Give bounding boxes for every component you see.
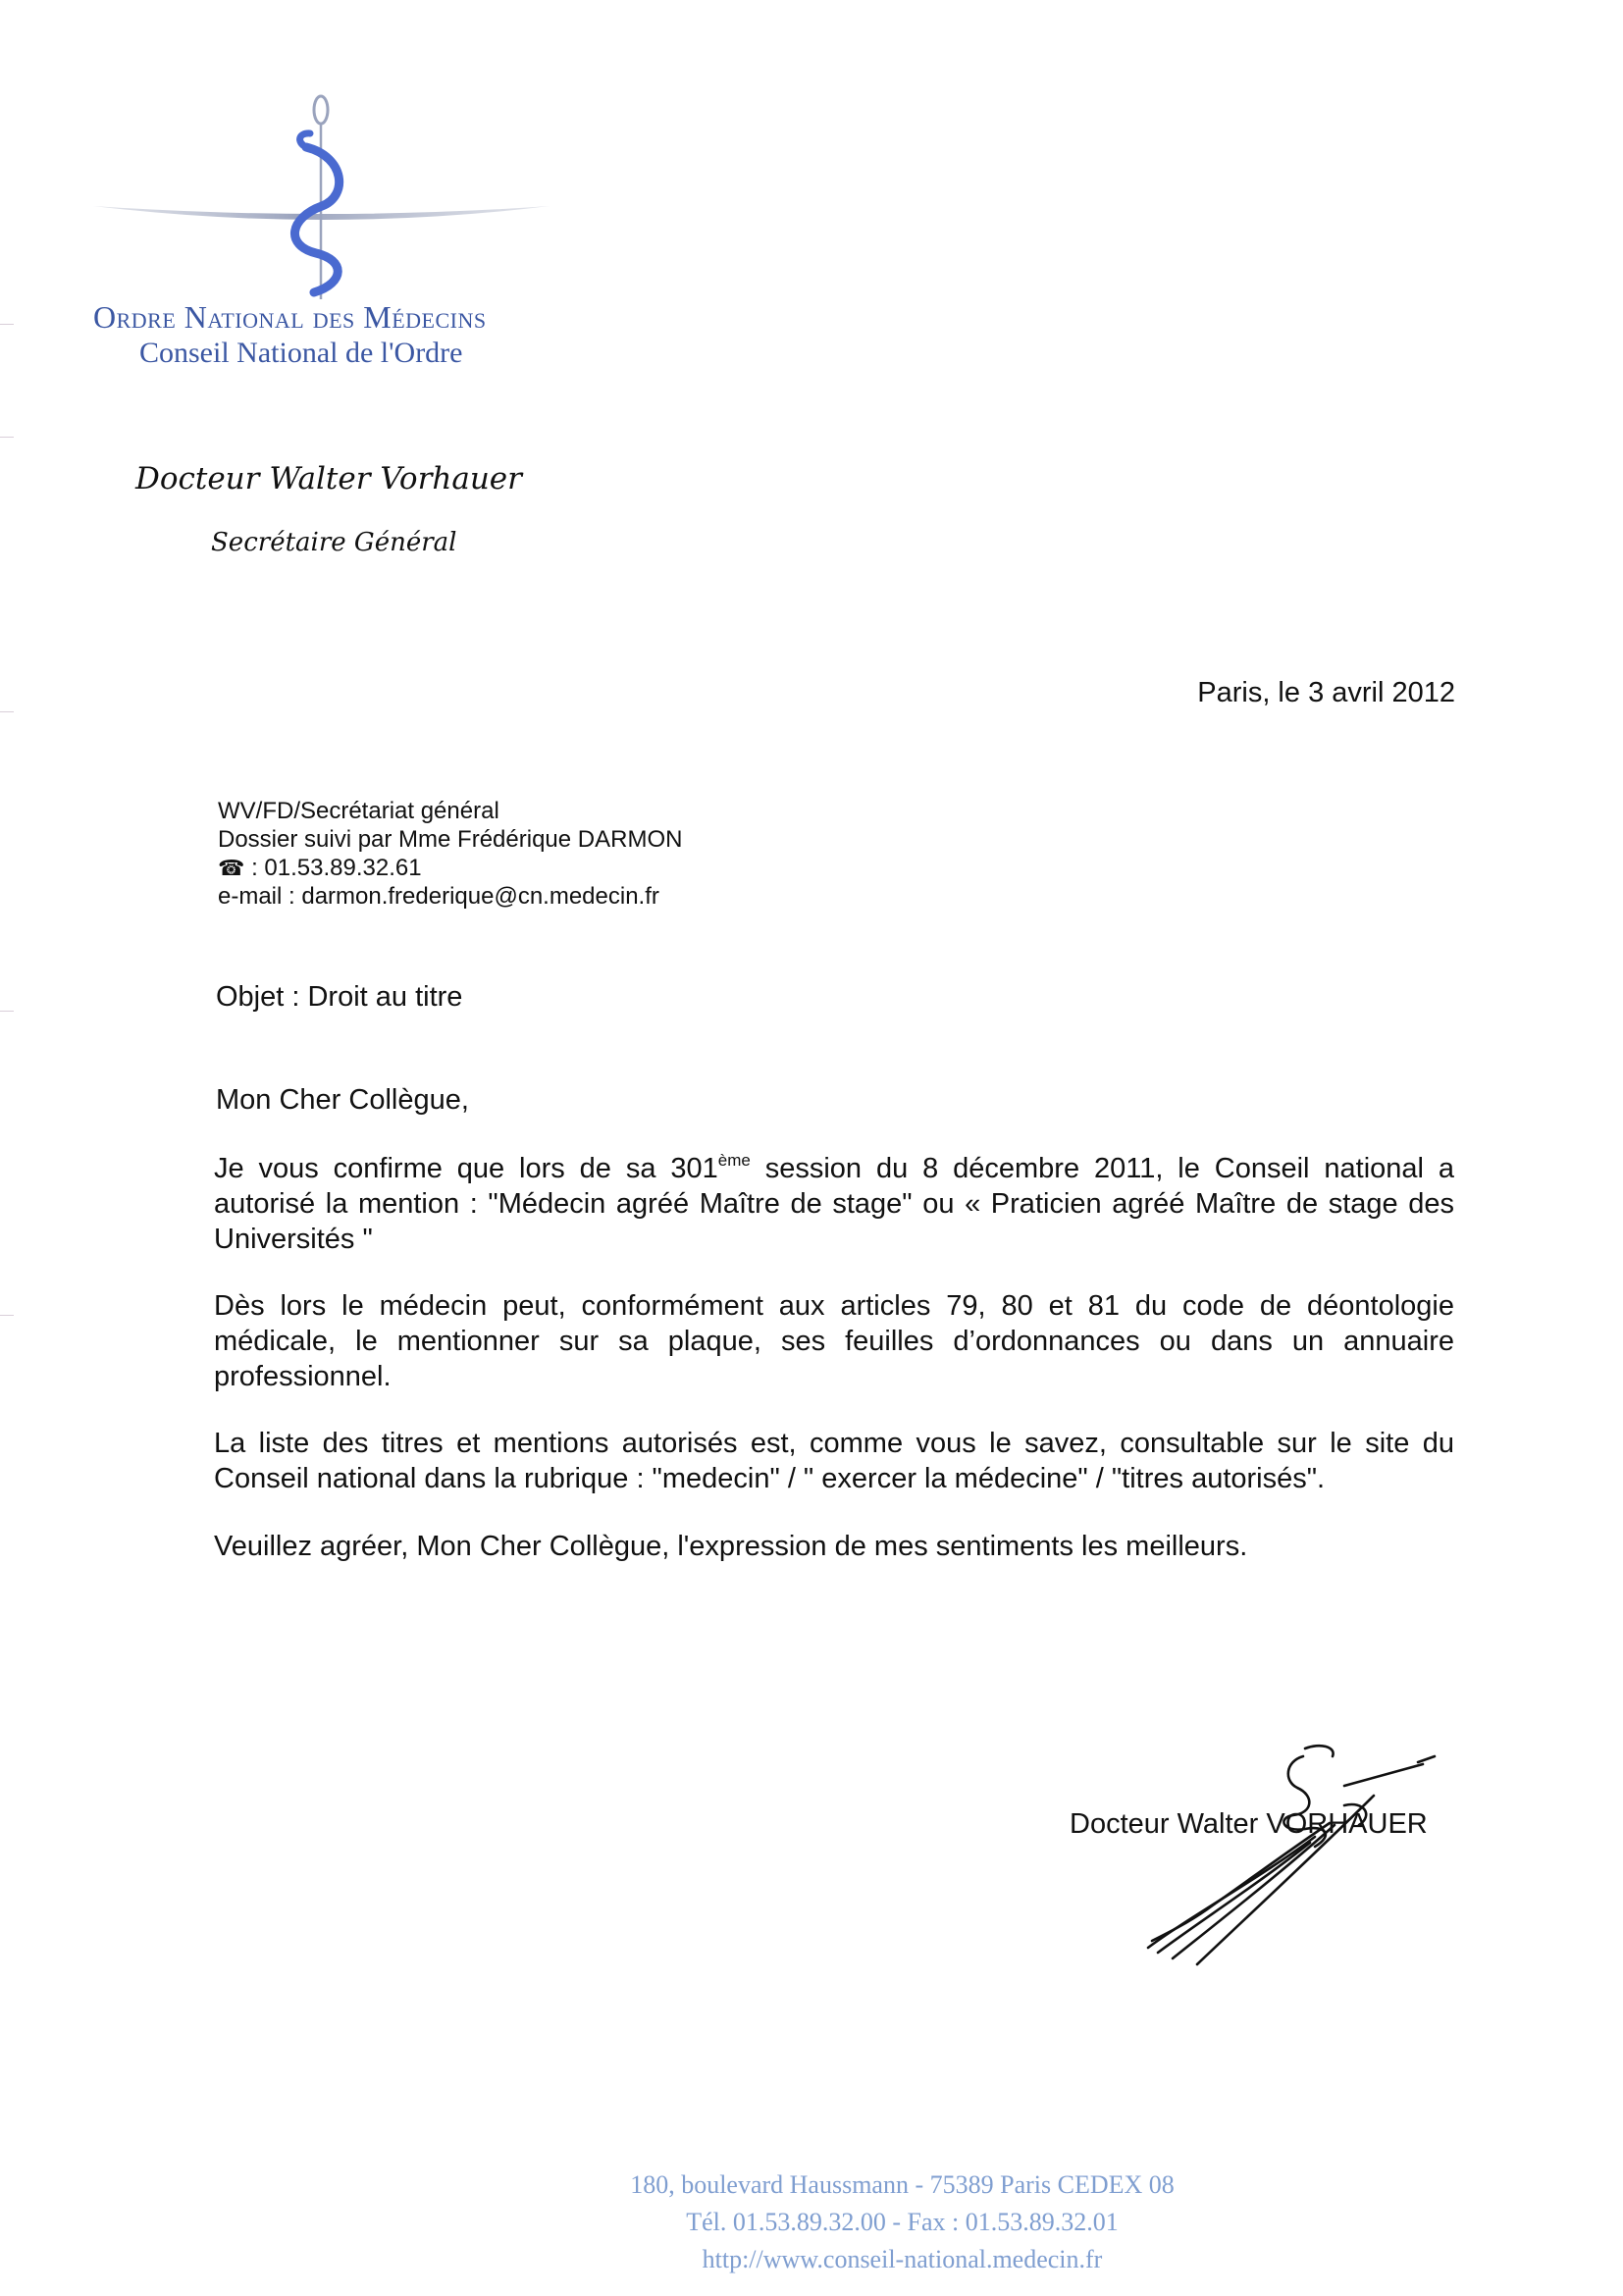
salutation: Mon Cher Collègue,: [216, 1084, 469, 1116]
paragraph-2: Dès lors le médecin peut, conformément aux articles 79, 80 et 81 du code de déontologie médicale, le mentionner sur sa plaque, ses feuilles d’ordonnances ou dans un annuaire professionnel.: [214, 1290, 1454, 1392]
organization-name: Ordre National des Médecins: [93, 299, 487, 335]
footer-phone-fax: Tél. 01.53.89.32.00 - Fax : 01.53.89.32.01: [686, 2208, 1119, 2236]
reference-line: WV/FD/Secrétariat général: [218, 798, 499, 824]
handwritten-signature-icon: [1050, 1727, 1462, 1982]
closing-formula: Veuillez agréer, Mon Cher Collègue, l'expression de mes sentiments les meilleurs.: [214, 1531, 1248, 1562]
footer-website: http://www.conseil-national.medecin.fr: [702, 2245, 1103, 2273]
paragraph-1-end: session du 8 décembre 2011, le Conseil national a autorisé la mention : "Médecin agréé Maître de stage" ou « Praticien agréé Maître de stage des Universités ": [214, 1153, 1454, 1255]
organization-subtitle: Conseil National de l'Ordre: [139, 337, 463, 369]
signer-name: Docteur Walter VORHAUER: [1070, 1808, 1428, 1840]
reference-block: [218, 797, 682, 911]
letter-date: Paris, le 3 avril 2012: [1197, 677, 1455, 708]
footer-address: 180, boulevard Haussmann - 75389 Paris CEDEX 08: [630, 2170, 1175, 2199]
phone-number: : 01.53.89.32.61: [244, 855, 422, 881]
paragraph-3: La liste des titres et mentions autorisés est, comme vous le savez, consultable sur le site du Conseil national dans la rubrique : "medecin" / " exercer la médecine" / "titres autorisés".: [214, 1428, 1454, 1494]
scan-mark: [0, 1011, 14, 1012]
telephone-icon: ☎: [218, 856, 245, 880]
email-line: e-mail : darmon.frederique@cn.medecin.fr: [218, 883, 659, 910]
ordinal-superscript: ème: [717, 1151, 751, 1170]
phone-line: [218, 854, 682, 882]
letter-object: Objet : Droit au titre: [216, 981, 463, 1013]
paragraph-1: [214, 1151, 1454, 1257]
paragraph-1-start: Je vous confirme que lors de sa 301: [214, 1153, 718, 1184]
letter-footer: [0, 2166, 1623, 2278]
dossier-line: Dossier suivi par Mme Frédérique DARMON: [218, 826, 683, 853]
scan-mark: [0, 1315, 14, 1316]
caduceus-logo-icon: [88, 88, 559, 314]
scan-mark: [0, 437, 14, 438]
scan-mark: [0, 324, 14, 325]
scan-mark: [0, 711, 14, 712]
author-name: Docteur Walter Vorhauer: [135, 461, 522, 496]
author-title: Secrétaire Général: [211, 528, 457, 557]
